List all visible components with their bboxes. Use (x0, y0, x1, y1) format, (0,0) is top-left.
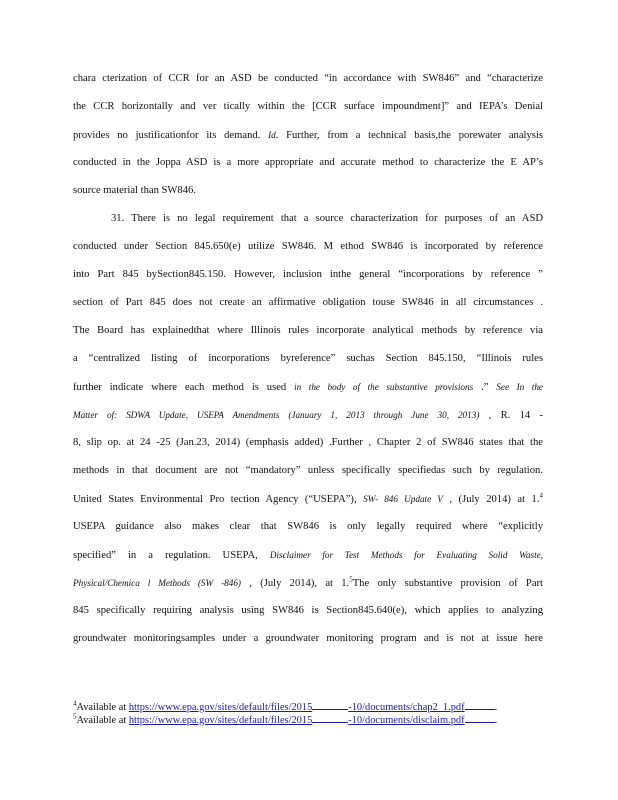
footnote-5 (73, 714, 497, 727)
body-line-7: conducted under Section 845.650(e) utilize SW846. M ethod SW846 is incorporated by reference (73, 241, 543, 252)
body-line-4: conducted in the Joppa ASD is a more appropriate and accurate method to characterize the E AP’s (73, 157, 543, 168)
body-line-11: a “centralized listing of incorporations byreference” suchas Section 845.150, “Illinois rules (73, 353, 543, 364)
body-line-9: section of Part 845 does not create an affirmative obligation touse SW846 in all circumstances . (73, 297, 543, 308)
body-line-17: USEPA guidance also makes clear that SW846 is only legally required where “explicitly (73, 521, 543, 532)
disclaimer-title: Disclaimer for Test Methods for Evaluating Solid Waste, (269, 550, 544, 560)
body-line-2: the CCR horizontally and ver tically within the [CCR surface impoundment]” and IEPA’s Denial (73, 101, 543, 112)
line12-text: further indicate where each method is used (73, 382, 295, 393)
quote-italic: in the body of the substantive provisions (294, 382, 474, 392)
body-line-18 (73, 548, 543, 563)
footnote-5-link[interactable]: https://www.epa.gov/sites/default/files/2015 -10/documents/disclaim.pdf (129, 715, 495, 726)
footnote-4-link[interactable]: https://www.epa.gov/sites/default/files/2015 -10/documents/chap2_1.pdf (129, 702, 495, 713)
body-line-21: groundwater monitoringsamples under a groundwater monitoring program and is not at issue here (73, 633, 543, 644)
footnote-5-suffix: . (494, 715, 498, 726)
line18-text: specified” in a regulation. USEPA, (73, 550, 270, 561)
id-citation: Id (268, 130, 276, 140)
footnote-4 (73, 701, 497, 714)
line19-tail: The only substantive provision of Part (352, 578, 544, 589)
body-line-12 (73, 380, 543, 395)
body-line-15: methods in that document are not “mandatory” unless specifically specifiedas such by regulation. (73, 465, 543, 476)
footnote-4-suffix: . (494, 702, 498, 713)
body-line-3 (73, 128, 543, 143)
body-line-5: source material than SW846. (73, 185, 196, 196)
line3-text: provides no justificationfor its demand. (73, 130, 269, 141)
line3-rest: . Further, from a technical basis,the porewater analysis (275, 130, 543, 141)
sw846-update-title: SW- 846 Update V (363, 494, 443, 504)
line19-rest: , (July 2014), at 1. (240, 578, 350, 589)
body-line-1: chara cterization of CCR for an ASD be conducted “in accordance with SW846” and “characterize (73, 73, 543, 84)
footnote-5-prefix: Available at (76, 715, 129, 726)
line12-rest: .” (473, 382, 497, 393)
disclaimer-title-cont: Physical/Chemica l Methods (SW -846) (73, 578, 241, 588)
footnote-5-number: 5 (73, 712, 77, 721)
footnote-ref-4[interactable]: 4 (539, 491, 543, 500)
footnote-4-prefix: Available at (76, 702, 129, 713)
body-line-14: 8, slip op. at 24 -25 (Jan.23, 2014) (emphasis added) .Further , Chapter 2 of SW846 states that the (73, 437, 543, 448)
body-line-10: The Board has explainedthat where Illinois rules incorporate analytical methods by reference via (73, 325, 543, 336)
footnote-ref-5[interactable]: 5 (349, 575, 353, 584)
body-line-16 (73, 492, 543, 507)
see-citation: See In the (496, 382, 543, 392)
paragraph-31-line-1: 31. There is no legal requirement that a source characterization for purposes of an ASD (111, 213, 543, 224)
line16-rest: , (July 2014) at 1. (442, 494, 540, 505)
body-line-8: into Part 845 bySection845.150. However, inclusion inthe general “incorporations by reference ” (73, 269, 543, 280)
body-line-19 (73, 576, 543, 591)
body-line-20: 845 specifically requiring analysis using SW846 is Section845.640(e), which applies to analyzing (73, 605, 543, 616)
body-line-13 (73, 408, 543, 423)
case-citation-italic: Matter of: SDWA Update, USEPA Amendments (January 1, 2013 through June 30, 2013) (73, 410, 480, 420)
line13-rest: , R. 14 - (479, 410, 543, 421)
line16-text: United States Environmental Pro tection Agency (“USEPA”), (73, 494, 364, 505)
footnote-4-number: 4 (73, 699, 77, 708)
